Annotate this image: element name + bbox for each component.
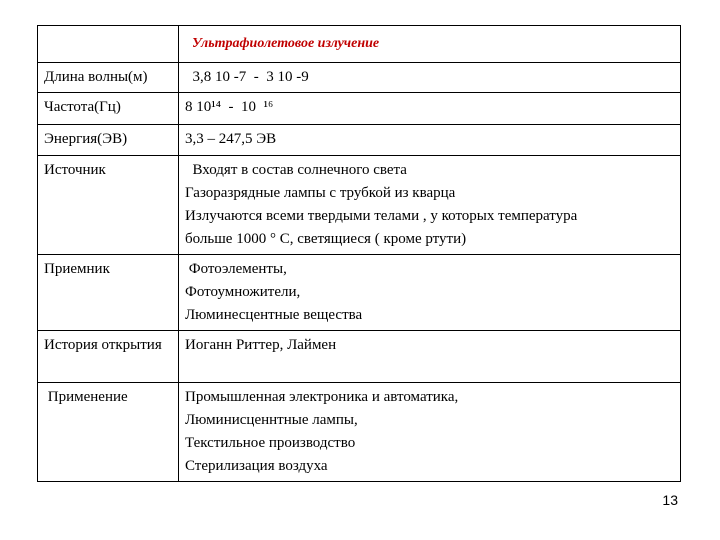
row-label: Длина волны(м) [38, 63, 179, 93]
row-value: Фотоэлементы, Фотоумножители, Люминесцентные вещества [179, 255, 681, 331]
table-title: Ультрафиолетовое излучение [179, 26, 681, 63]
table-row-receiver [38, 255, 681, 331]
title-row [38, 26, 681, 63]
row-label: Энергия(ЭВ) [38, 125, 179, 156]
row-label: Приемник [38, 255, 179, 331]
table-row-energy [38, 125, 681, 156]
row-value: 3,3 – 247,5 ЭВ [179, 125, 681, 156]
uv-properties-table [37, 25, 681, 482]
row-label: История открытия [38, 331, 179, 383]
row-label: Источник [38, 156, 179, 255]
table-row-wavelength [38, 63, 681, 93]
table-row-discovery [38, 331, 681, 383]
row-value: 3,8 10 -7 - 3 10 -9 [179, 63, 681, 93]
row-label: Частота(Гц) [38, 93, 179, 125]
table-row-frequency [38, 93, 681, 125]
title-label-cell [38, 26, 179, 63]
row-value: Иоганн Риттер, Лаймен [179, 331, 681, 383]
row-value: 8 10¹⁴ - 10 ¹⁶ [179, 93, 681, 125]
row-value: Промышленная электроника и автоматика, Люминисценнтные лампы, Текстильное производство Стерилизация воздуха [179, 383, 681, 482]
row-label: Применение [38, 383, 179, 482]
table-row-source [38, 156, 681, 255]
row-value: Входят в состав солнечного света Газоразрядные лампы с трубкой из кварца Излучаются всеми твердыми телами , у которых температура больше 1000 ° С, светящиеся ( кроме ртути) [179, 156, 681, 255]
table-row-application [38, 383, 681, 482]
page-number: 13 [662, 492, 678, 508]
